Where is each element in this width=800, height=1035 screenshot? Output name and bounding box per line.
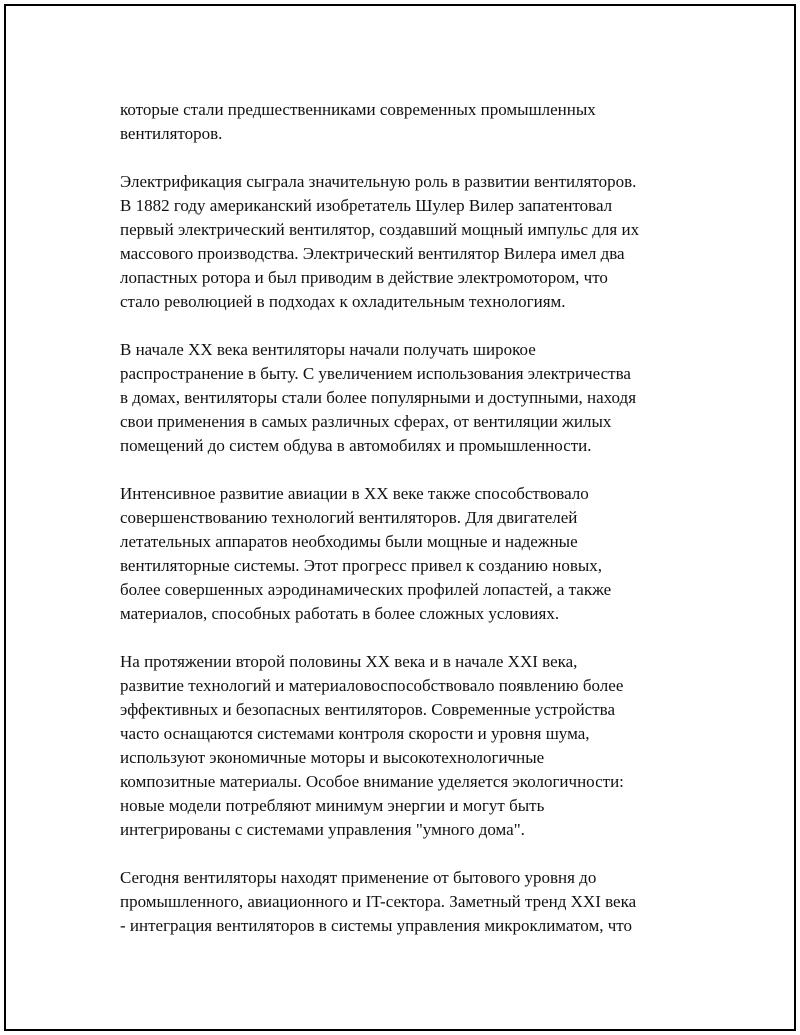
text-line: композитные материалы. Особое внимание уделяется экологичности: (120, 772, 624, 791)
text-line: более совершенных аэродинамических профилей лопастей, а также (120, 580, 612, 599)
text-line: стало революцией в подходах к охладительным технологиям. (120, 292, 566, 311)
text-line: массового производства. Электрический вентилятор Вилера имел два (120, 244, 625, 263)
text-line: первый электрический вентилятор, создавший мощный импульс для их (120, 220, 640, 239)
document-body (120, 98, 700, 962)
paragraph-2 (120, 170, 700, 314)
paragraph-4 (120, 482, 700, 626)
text-line: - интеграция вентиляторов в системы управления микроклиматом, что (120, 916, 632, 935)
text-line: вентиляторные системы. Этот прогресс привел к созданию новых, (120, 556, 603, 575)
page-frame (4, 4, 796, 1031)
text-line: используют экономичные моторы и высокотехнологичные (120, 748, 545, 767)
text-line: в домах, вентиляторы стали более популярными и доступными, находя (120, 388, 637, 407)
paragraph-6 (120, 866, 700, 938)
text-line: лопастных ротора и был приводим в действие электромотором, что (120, 268, 608, 287)
text-line: Электрификация сыграла значительную роль в развитии вентиляторов. (120, 172, 637, 191)
paragraph-3 (120, 338, 700, 458)
text-line: В 1882 году американский изобретатель Шулер Вилер запатентовал (120, 196, 613, 215)
text-line: свои применения в самых различных сферах, от вентиляции жилых (120, 412, 612, 431)
text-line: промышленного, авиационного и IT-сектора. Заметный тренд XXI века (120, 892, 637, 911)
paragraph-5 (120, 650, 700, 842)
text-line: новые модели потребляют минимум энергии и могут быть (120, 796, 545, 815)
text-line: материалов, способных работать в более сложных условиях. (120, 604, 560, 623)
text-line: совершенствованию технологий вентиляторов. Для двигателей (120, 508, 578, 527)
text-line: Сегодня вентиляторы находят применение от бытового уровня до (120, 868, 597, 887)
text-line: Интенсивное развитие авиации в XX веке также способствовало (120, 484, 589, 503)
text-line: интегрированы с системами управления "умного дома". (120, 820, 525, 839)
paragraph-1 (120, 98, 700, 146)
text-line: эффективных и безопасных вентиляторов. Современные устройства (120, 700, 615, 719)
text-line: летательных аппаратов необходимы были мощные и надежные (120, 532, 578, 551)
text-line: На протяжении второй половины XX века и в начале XXI века, (120, 652, 578, 671)
text-line: часто оснащаются системами контроля скорости и уровня шума, (120, 724, 590, 743)
text-line: которые стали предшественниками современных промышленных (120, 100, 596, 119)
text-line: вентиляторов. (120, 124, 223, 143)
text-line: помещений до систем обдува в автомобилях и промышленности. (120, 436, 592, 455)
text-line: развитие технологий и материаловоспособствовало появлению более (120, 676, 624, 695)
text-line: распространение в быту. С увеличением использования электричества (120, 364, 631, 383)
text-line: В начале XX века вентиляторы начали получать широкое (120, 340, 536, 359)
